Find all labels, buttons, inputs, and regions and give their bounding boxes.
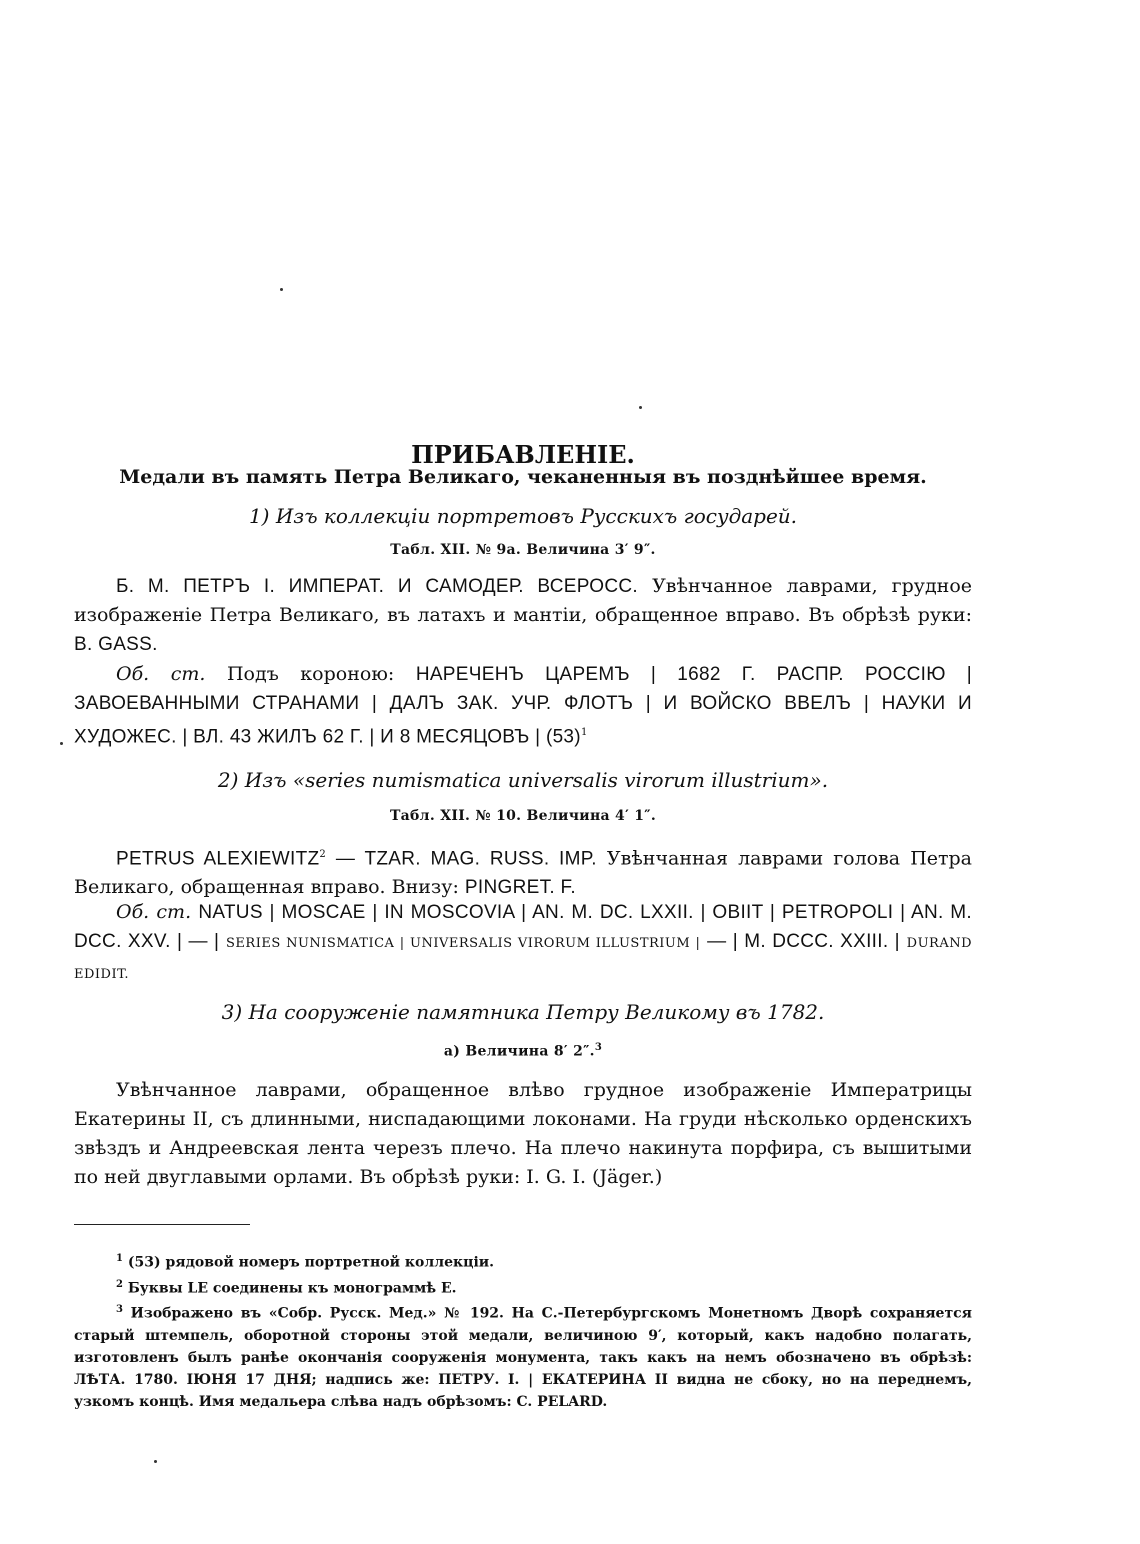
section-1-heading: 1) Изъ коллекцiи портретовъ Русскихъ государей.: [248, 504, 798, 528]
section-1-reverse: [74, 660, 972, 751]
section-2-heading: 2) Изъ «series numismatica universalis virorum illustrium».: [217, 768, 829, 792]
footnote-item: [74, 1248, 972, 1274]
section-1-obverse: [74, 572, 972, 659]
footnotes: [74, 1248, 972, 1413]
scan-speck: [60, 742, 63, 745]
footnote-text: Изображено въ «Собр. Русск. Мед.» № 192. На С.-Петербургскомъ Монетномъ Дворѣ сохраняется старый штемпель, оборотной стороны этой медали, величиною 9′, который, какъ надобно полагать, изготовленъ былъ ранѣе окончанiя сооруженiя монумента, такъ какъ на немъ обозначено въ обрѣзѣ: ЛѢТА. 1780. IЮНЯ 17 ДНЯ; надпись же: ПЕТРУ. I. | ЕКАТЕРИНА II видна не сбоку, но на переднемъ, узкомъ концѣ. Имя медальера слѣва надъ обрѣзомъ: C. PELARD.: [74, 1305, 973, 1410]
section-2-obverse-inscription-a: PETRUS ALEXIEWITZ: [116, 848, 320, 870]
page-title: ПРИБАВЛЕНIЕ.: [411, 440, 635, 469]
footnote-text: Буквы LE соединены къ монограммѣ Е.: [127, 1280, 457, 1297]
section-2-reverse-series: SERIES NUNISMATICA | UNIVERSALIS VIRORUM ILLUSTRIUM |: [226, 936, 701, 951]
footnote-item: [74, 1299, 972, 1413]
section-2-obverse-inscription-b: — TZAR. MAG. RUSS. IMP.: [335, 848, 597, 870]
scan-speck: [280, 288, 283, 291]
section-2-reverse-editor: DURAND EDIDIT.: [74, 936, 973, 982]
section-3-heading: 3) На сооруженiе памятника Петру Великому въ 1782.: [221, 1000, 825, 1024]
footnote-ref-1: 1: [580, 727, 588, 738]
section-2-reverse-date: — | M. DCCC. XXIII. |: [707, 931, 900, 952]
section-2-reverse: [74, 898, 972, 989]
section-3-size-ref: [74, 1042, 972, 1060]
footnote-text: (53) рядовой номеръ портретной коллекцiи.: [127, 1254, 495, 1271]
footnote-mark: 3: [116, 1304, 123, 1316]
section-2-reverse-inscription: NATUS | MOSCAE | IN MOSCOVIA | AN. M. DC. LXXII. | OBIIT | PETROPOLI | AN. M. DCC. XXV. | — |: [74, 902, 973, 952]
section-2-reverse-label: Об. ст.: [116, 901, 192, 923]
footnote-ref-3: 3: [594, 1042, 603, 1053]
document-page: [74, 0, 972, 1544]
section-1-reverse-inscription: НАРЕЧЕНЪ ЦАРЕМЪ | 1682 Г. РАСПР. РОССIЮ | ЗАВОЕВАННЫМИ СТРАНАМИ | ДАЛЪ ЗАК. УЧР. ФЛОТЪ | И ВОЙСКО ВВЕЛЪ | НАУКИ И ХУДОЖЕС. | ВЛ. 43 ЖИЛЪ 62 Г. | И 8 МЕСЯЦОВЪ | (53): [74, 664, 973, 748]
section-1-reverse-intro: Подъ короною:: [226, 663, 395, 685]
section-2-obverse: [74, 840, 972, 902]
footnote-ref-2: 2: [319, 849, 326, 860]
section-2-obverse-signature: PINGRET. F.: [464, 877, 576, 899]
section-1-reverse-label: Об. ст.: [116, 663, 206, 685]
scan-speck: [639, 406, 642, 409]
footnote-item: [74, 1274, 972, 1300]
section-1-obverse-description: Увѣнчанное лаврами, грудное изображенiе Петра Великаго, въ латахъ и мантiи, обращенное вправо. Въ обрѣзѣ руки:: [74, 575, 972, 626]
section-2-table-ref: Табл. XII. № 10. Величина 4′ 1″.: [389, 808, 657, 824]
scan-speck: [154, 1460, 157, 1463]
footnote-mark: 2: [116, 1278, 123, 1290]
section-2-obverse-description: Увѣнчанная лаврами голова Петра Великаго, обращенная вправо. Внизу:: [74, 847, 973, 899]
footnote-divider: [74, 1224, 250, 1225]
section-3-description: Увѣнчанное лаврами, обращенное влѣво грудное изображенiе Императрицы Екатерины II, съ длинными, ниспадающими локонами. На груди нѣсколько орденскихъ звѣздъ и Андреевская лента черезъ плечо. На плечо накинута порфира, съ вышитыми по ней двуглавыми орлами. Въ обрѣзѣ руки: I. G. I. (Jäger.): [74, 1079, 972, 1188]
section-1-table-ref: Табл. XII. № 9а. Величина 3′ 9″.: [390, 542, 656, 558]
footnote-mark: 1: [116, 1253, 123, 1264]
section-1-obverse-signature: B. GASS.: [74, 634, 158, 655]
section-3-size: а) Величина 8′ 2″.: [443, 1043, 595, 1060]
section-1-obverse-inscription: Б. М. ПЕТРЪ I. ИМПЕРАТ. И САМОДЕР. ВСЕРОСС.: [116, 576, 639, 597]
page-subtitle: Медали въ память Петра Великаго, чеканенныя въ позднѣйшее время.: [119, 466, 927, 488]
